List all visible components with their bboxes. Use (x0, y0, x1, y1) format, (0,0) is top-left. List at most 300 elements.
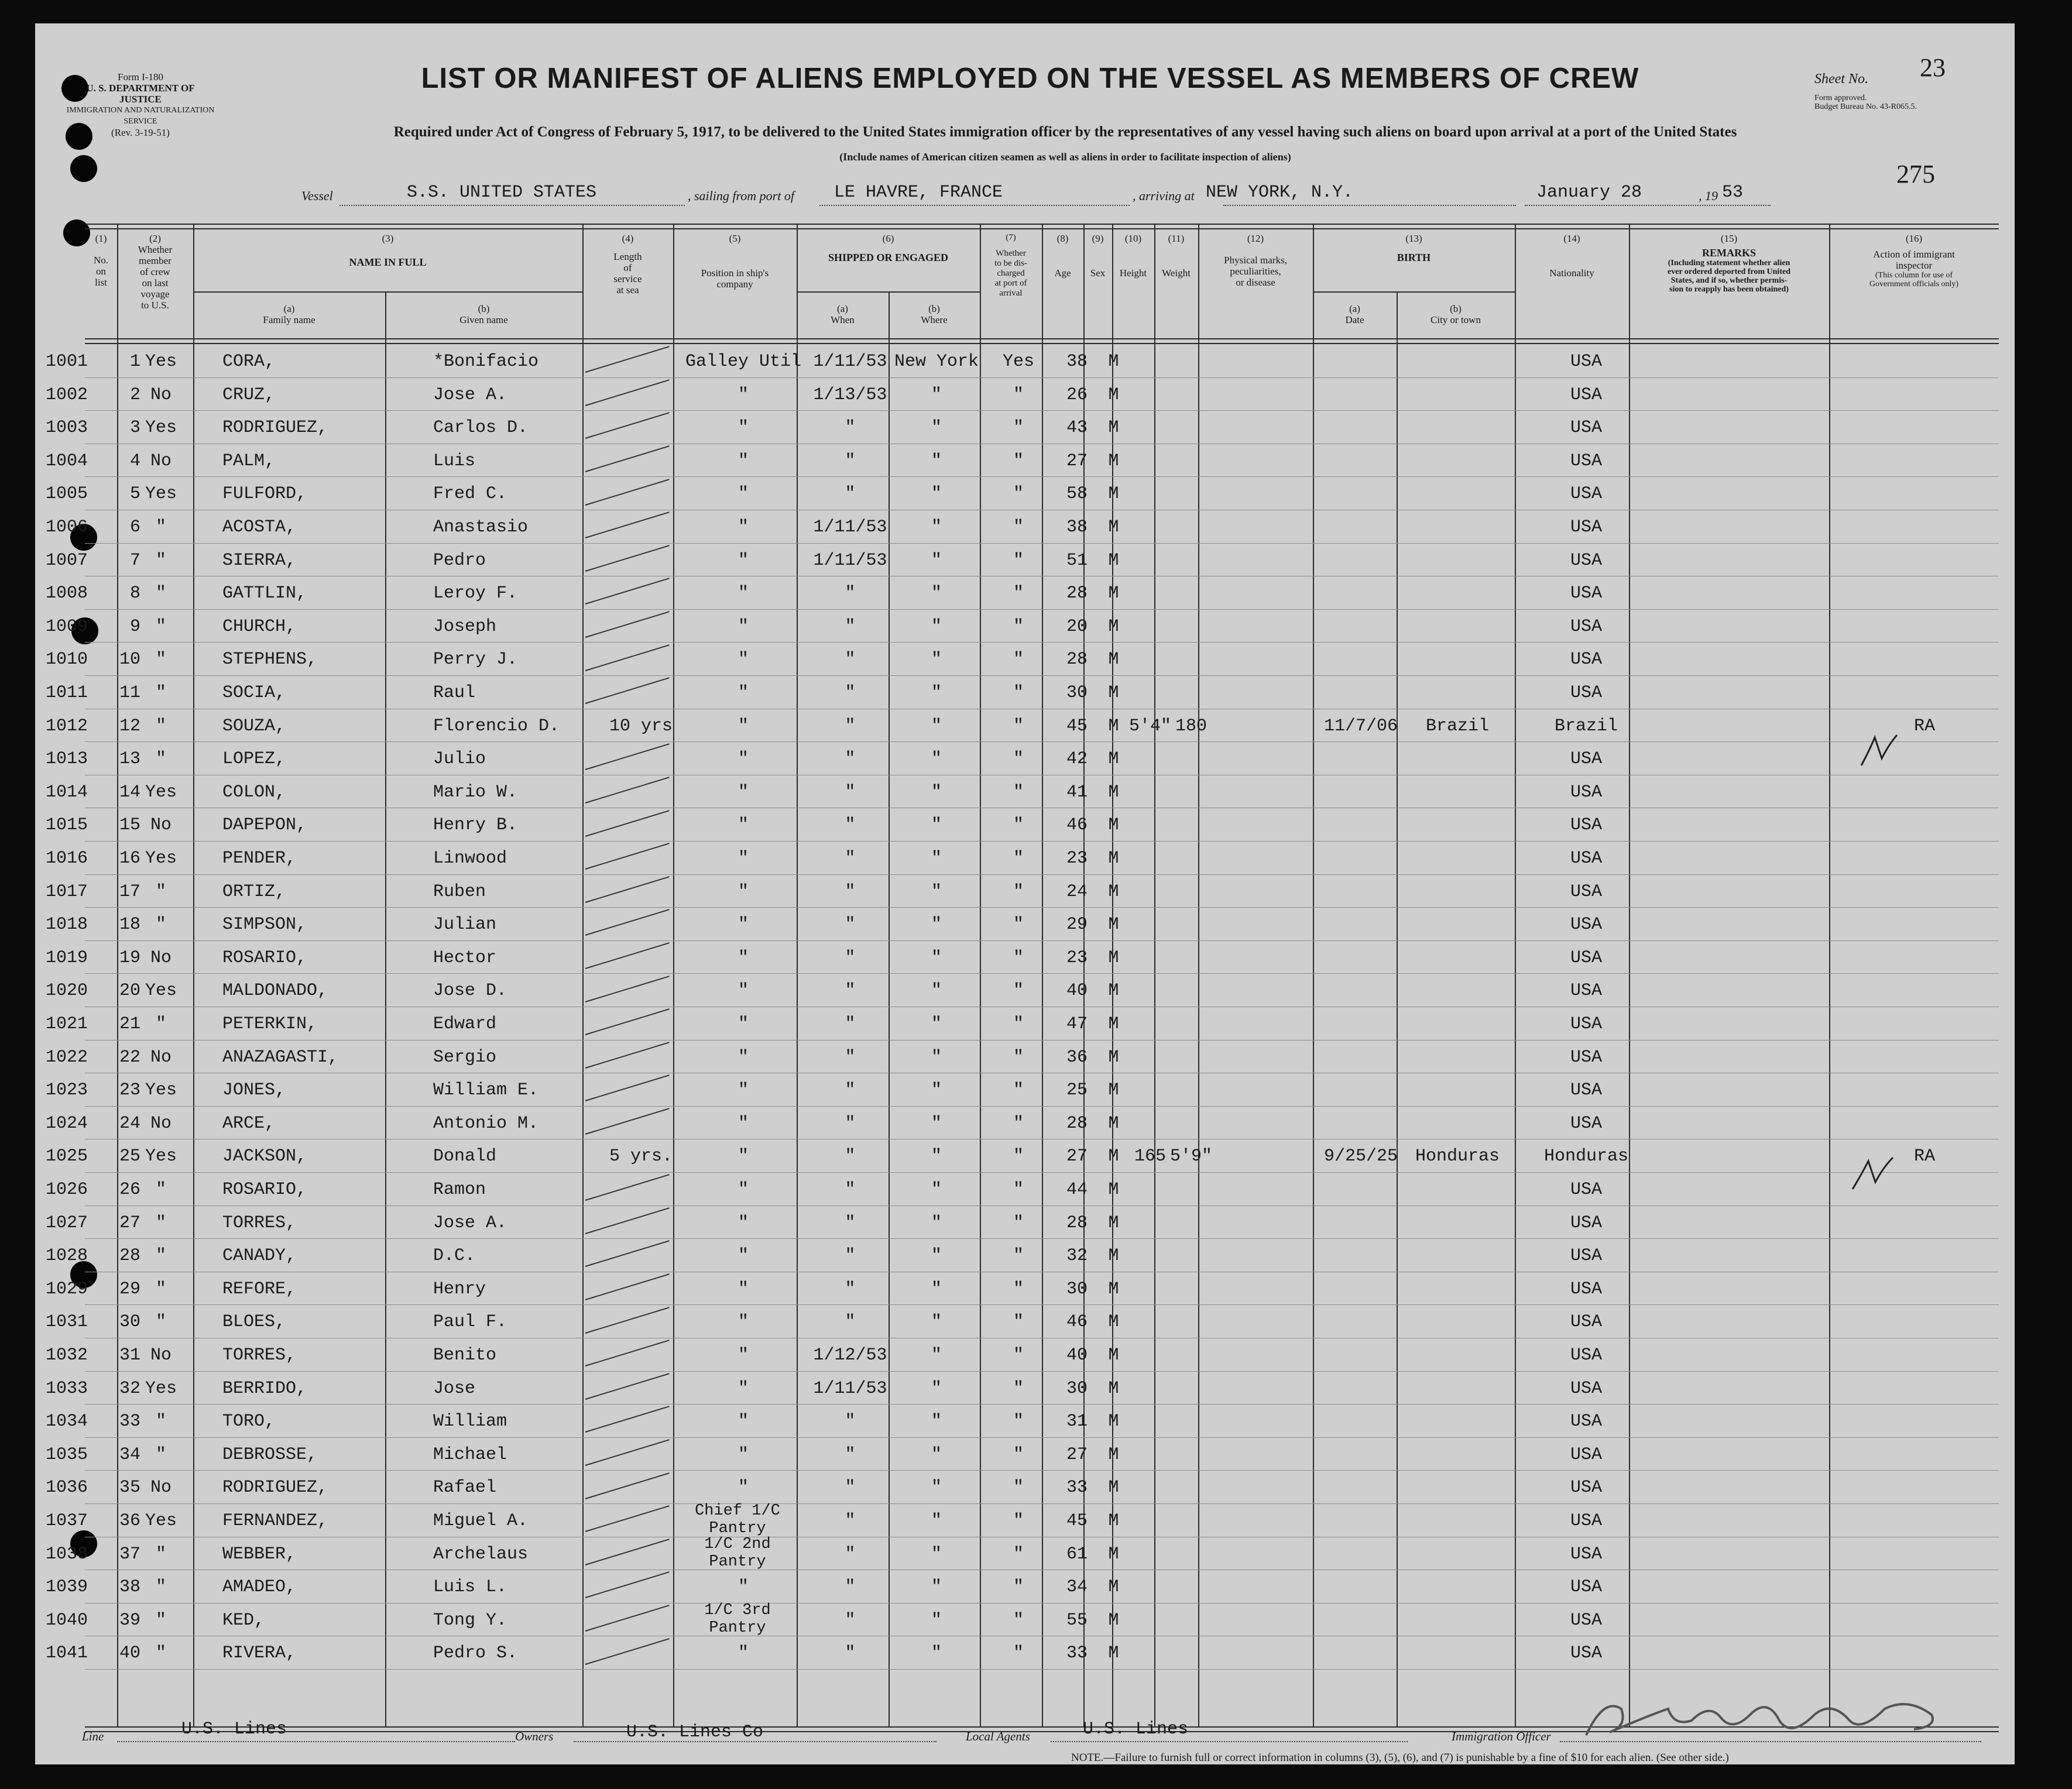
shipped-where: " (931, 1014, 942, 1034)
row-margin-number: 1040 (46, 1610, 88, 1630)
discharged: " (1013, 1577, 1024, 1598)
given-name: Benito (433, 1345, 497, 1365)
given-name: Sergio (433, 1047, 497, 1067)
previous-voyage: No (150, 451, 171, 471)
family-name: SIMPSON, (222, 915, 307, 935)
shipped-when: " (845, 947, 856, 968)
sex: M (1108, 1378, 1119, 1399)
age: 30 (1066, 1279, 1088, 1299)
shipped-when: " (845, 1478, 856, 1498)
shipped-when: " (845, 1213, 856, 1233)
form-subnote: (Include names of American citizen seamen as well as aliens in order to facilitate inspection of aliens) (839, 151, 1291, 163)
row-margin-number: 1033 (46, 1378, 88, 1399)
row-margin-number: 1035 (46, 1444, 88, 1465)
row-margin-number: 1037 (46, 1511, 88, 1531)
family-name: CORA, (222, 352, 276, 372)
owners-label: Owners (515, 1729, 554, 1743)
family-name: PETERKIN, (222, 1014, 318, 1034)
given-name: *Bonifacio (433, 352, 539, 372)
given-name: Archelaus (433, 1544, 529, 1564)
length-of-service: 10 yrs (609, 716, 673, 736)
age: 47 (1066, 1014, 1088, 1034)
row-margin-number: 1010 (46, 650, 88, 670)
discharged: " (1013, 1047, 1024, 1067)
table-row (35, 1207, 2015, 1239)
table-row (35, 1637, 2015, 1670)
family-name: RODRIGUEZ, (222, 1478, 328, 1498)
sex: M (1108, 517, 1119, 537)
col-header-given-name: (b) Given name (459, 303, 508, 325)
previous-voyage: Yes (145, 1146, 177, 1167)
col-header-birth-date: (a) Date (1345, 303, 1364, 325)
form-approved (1814, 94, 1990, 111)
sex: M (1108, 1080, 1119, 1101)
position: " (737, 881, 749, 902)
shipped-when: " (845, 782, 856, 802)
age: 31 (1066, 1412, 1088, 1432)
row-list-number: 9 (129, 616, 140, 637)
shipped-when: " (845, 1113, 856, 1134)
position: " (737, 1345, 749, 1365)
shipped-when: 1/11/53 (813, 517, 887, 537)
family-name: STEPHENS, (222, 650, 318, 670)
family-name: ORTIZ, (222, 881, 286, 902)
given-name: Florencio D. (433, 716, 560, 736)
family-name: DAPEPON, (222, 815, 307, 836)
row-margin-number: 1015 (46, 815, 88, 836)
table-row (35, 875, 2015, 908)
col-header-list-no: (1) No. on list (93, 233, 109, 288)
age: 46 (1066, 815, 1088, 836)
given-name: Jose D. (433, 981, 507, 1001)
row-margin-number: 1005 (46, 484, 88, 504)
row-margin-number: 1026 (46, 1180, 88, 1200)
position: " (737, 1643, 749, 1664)
position: " (737, 716, 749, 736)
discharged: " (1013, 1180, 1024, 1200)
table-row (35, 1107, 2015, 1140)
sex: M (1108, 683, 1119, 703)
discharged: " (1013, 1345, 1024, 1365)
position: " (737, 849, 749, 868)
sex: M (1108, 1610, 1119, 1630)
row-list-number: 31 (119, 1345, 140, 1365)
discharged: " (1013, 849, 1024, 868)
previous-voyage: No (150, 815, 171, 836)
shipped-where: " (931, 1047, 942, 1067)
shipped-where: " (931, 716, 942, 736)
previous-voyage: " (155, 650, 166, 670)
birth-date: 11/7/06 (1323, 716, 1398, 736)
arrival-date: January 28 (1536, 183, 1642, 202)
position: " (737, 749, 749, 770)
discharged: " (1013, 1113, 1024, 1134)
shipped-when: " (845, 484, 856, 504)
age: 36 (1066, 1047, 1088, 1067)
discharged: " (1013, 484, 1024, 504)
given-name: Miguel A. (433, 1511, 529, 1531)
sex: M (1108, 352, 1119, 372)
shipped-when: " (845, 1412, 856, 1432)
age: 44 (1066, 1180, 1088, 1200)
shipped-where: " (931, 1511, 942, 1531)
shipped-when: " (845, 1180, 856, 1200)
previous-voyage: " (155, 1444, 166, 1465)
nationality: USA (1570, 1478, 1602, 1498)
family-name: RODRIGUEZ, (222, 418, 328, 438)
position: " (737, 583, 749, 604)
nationality: USA (1570, 915, 1602, 935)
previous-voyage: " (155, 1577, 166, 1598)
form-id-block (64, 71, 217, 138)
row-list-number: 14 (119, 782, 140, 802)
position: " (737, 616, 749, 637)
given-name: Fred C. (433, 484, 507, 504)
age: 30 (1066, 1378, 1088, 1399)
sex: M (1108, 1412, 1119, 1432)
row-list-number: 4 (129, 451, 140, 471)
discharged: " (1013, 716, 1024, 736)
discharged: " (1013, 550, 1024, 571)
row-list-number: 36 (119, 1511, 140, 1531)
shipped-where: " (931, 1577, 942, 1598)
row-list-number: 1 (129, 352, 140, 372)
family-name: RIVERA, (222, 1643, 297, 1664)
position: Chief 1/C Pantry (695, 1502, 780, 1537)
position: " (737, 1047, 749, 1067)
shipped-where: " (931, 1180, 942, 1200)
nationality: USA (1570, 782, 1602, 802)
row-list-number: 19 (119, 947, 140, 968)
col-header-previous-voyage: (2) Whether member of crew on last voyage to U.S. (138, 233, 173, 311)
previous-voyage: Yes (145, 418, 177, 438)
agents-value: U.S. Lines (1083, 1719, 1189, 1739)
form-id-line: IMMIGRATION AND NATURALIZATION SERVICE (66, 106, 215, 126)
form-approved-line: Budget Bureau No. 43-R065.5. (1814, 102, 1917, 111)
previous-voyage: Yes (145, 981, 177, 1001)
row-list-number: 8 (129, 583, 140, 604)
shipped-when: " (845, 1643, 856, 1664)
row-list-number: 24 (119, 1113, 140, 1134)
given-name: Luis L. (433, 1577, 507, 1598)
row-margin-number: 1011 (46, 683, 88, 703)
footnote: NOTE.—Failure to furnish full or correct information in columns (3), (5), (6), and (7) is punishable by a fine of $10 for each alien. (See other side.) (1071, 1752, 1729, 1764)
shipped-when: " (845, 1312, 856, 1333)
shipped-where: New York (894, 352, 979, 372)
row-list-number: 38 (119, 1577, 140, 1598)
position: " (737, 384, 749, 405)
row-margin-number: 1003 (46, 418, 88, 438)
given-name: Linwood (433, 849, 507, 868)
form-approved-line: Form approved. (1814, 94, 1867, 102)
given-name: Ramon (433, 1180, 486, 1200)
check-mark-icon (1858, 732, 1899, 772)
sex: M (1108, 550, 1119, 571)
nationality: USA (1570, 1246, 1602, 1266)
shipped-where: " (931, 1213, 942, 1233)
sex: M (1108, 1444, 1119, 1465)
discharged: " (1013, 1080, 1024, 1101)
nationality: USA (1570, 1113, 1602, 1134)
table-row (35, 1535, 2015, 1571)
sex: M (1108, 1345, 1119, 1365)
shipped-where: " (931, 1345, 942, 1365)
row-list-number: 16 (119, 849, 140, 868)
given-name: Paul F. (433, 1312, 507, 1333)
shipped-when: " (845, 915, 856, 935)
previous-voyage: " (155, 716, 166, 736)
family-name: REFORE, (222, 1279, 297, 1299)
shipped-where: " (931, 1544, 942, 1564)
discharged: " (1013, 981, 1024, 1001)
discharged: Yes (1002, 352, 1034, 372)
nationality: Honduras (1543, 1146, 1629, 1167)
line-value: U.S. Lines (181, 1719, 287, 1739)
row-margin-number: 1020 (46, 981, 88, 1001)
family-name: CANADY, (222, 1246, 297, 1266)
position: " (737, 782, 749, 802)
shipped-when: 1/11/53 (813, 352, 887, 372)
family-name: MALDONADO, (222, 981, 328, 1001)
row-list-number: 7 (129, 550, 140, 571)
age: 20 (1066, 616, 1088, 637)
sex: M (1108, 650, 1119, 670)
length-of-service: 5 yrs. (609, 1146, 673, 1167)
family-name: SOUZA, (222, 716, 286, 736)
previous-voyage: " (155, 1412, 166, 1432)
shipped-where: " (931, 947, 942, 968)
sex: M (1108, 749, 1119, 770)
position: " (737, 1444, 749, 1465)
col-header-nationality: (14) Nationality (1549, 233, 1594, 279)
col-header-weight: (11) Weight (1162, 233, 1191, 279)
sex: M (1108, 1544, 1119, 1564)
shipped-where: " (931, 550, 942, 571)
shipped-when: " (845, 1511, 856, 1531)
row-list-number: 26 (119, 1180, 140, 1200)
age: 38 (1066, 352, 1088, 372)
given-name: Perry J. (433, 650, 518, 670)
form-id-line: U. S. DEPARTMENT OF JUSTICE (86, 83, 195, 105)
family-name: DEBROSSE, (222, 1444, 318, 1465)
shipped-when: " (845, 650, 856, 670)
previous-voyage: " (155, 1014, 166, 1034)
discharged: " (1013, 1610, 1024, 1630)
shipped-where: " (931, 981, 942, 1001)
shipped-where: " (931, 418, 942, 438)
position: " (737, 1080, 749, 1101)
table-row (35, 1502, 2015, 1537)
nationality: USA (1570, 749, 1602, 770)
family-name: JONES, (222, 1080, 286, 1101)
nationality: USA (1570, 881, 1602, 902)
family-name: LOPEZ, (222, 749, 286, 770)
position: " (737, 815, 749, 836)
row-margin-number: 1001 (46, 352, 88, 372)
previous-voyage: " (155, 583, 166, 604)
sex: M (1108, 1180, 1119, 1200)
previous-voyage: " (155, 1180, 166, 1200)
position: " (737, 1378, 749, 1399)
table-row (35, 1339, 2015, 1372)
age: 28 (1066, 1213, 1088, 1233)
row-margin-number: 1029 (46, 1279, 88, 1299)
age: 30 (1066, 683, 1088, 703)
shipped-where: " (931, 1312, 942, 1333)
position: " (737, 981, 749, 1001)
row-margin-number: 1032 (46, 1345, 88, 1365)
sex: M (1108, 1478, 1119, 1498)
nationality: USA (1570, 583, 1602, 604)
previous-voyage: No (150, 947, 171, 968)
inspector-action: RA (1914, 716, 1936, 736)
col-header-family-name: (a) Family name (263, 303, 315, 325)
shipped-where: " (931, 1080, 942, 1101)
age: 26 (1066, 384, 1088, 405)
table-row (35, 1140, 2015, 1173)
col-header-position: (5) Position in ship's company (701, 233, 769, 290)
table-row (35, 1273, 2015, 1306)
row-margin-number: 1014 (46, 782, 88, 802)
sex: M (1108, 1014, 1119, 1034)
arriving-port: NEW YORK, N.Y. (1206, 183, 1354, 202)
row-list-number: 27 (119, 1213, 140, 1233)
discharged: " (1013, 1279, 1024, 1299)
row-list-number: 6 (129, 517, 140, 537)
age: 28 (1066, 583, 1088, 604)
age: 27 (1066, 451, 1088, 471)
shipped-where: " (931, 1378, 942, 1399)
family-name: TORRES, (222, 1345, 297, 1365)
row-list-number: 29 (119, 1279, 140, 1299)
position: " (737, 517, 749, 537)
given-name: Henry (433, 1279, 486, 1299)
age: 32 (1066, 1246, 1088, 1266)
col-header-discharged: (7) Whether to be dis- charged at port of arrival (994, 233, 1027, 298)
position: " (737, 1146, 749, 1167)
shipped-where: " (931, 1444, 942, 1465)
nationality: USA (1570, 1610, 1602, 1630)
discharged: " (1013, 1312, 1024, 1333)
vessel-name: S.S. UNITED STATES (407, 183, 597, 202)
row-list-number: 39 (119, 1610, 140, 1630)
height: 165 (1134, 1146, 1166, 1167)
sex: M (1108, 451, 1119, 471)
col-header-shipped-engaged: (6) SHIPPED OR ENGAGED (828, 233, 949, 263)
position: " (737, 1577, 749, 1598)
row-list-number: 37 (119, 1544, 140, 1564)
col-header-birth: (13) BIRTH (1397, 233, 1431, 263)
position: " (737, 1014, 749, 1034)
nationality: USA (1570, 947, 1602, 968)
sex: M (1108, 849, 1119, 868)
table-row (35, 776, 2015, 809)
form-subtitle: Required under Act of Congress of February 5, 1917, to be delivered to the United States immigration officer by the representatives of any vessel having such aliens on board upon arrival at a port of the United States (393, 124, 1737, 140)
table-row (35, 610, 2015, 643)
arriving-label: , arriving at (1133, 188, 1195, 203)
shipped-where: " (931, 915, 942, 935)
inspector-action: RA (1914, 1146, 1936, 1167)
shipped-where: " (931, 782, 942, 802)
shipped-where: " (931, 384, 942, 405)
position: " (737, 1412, 749, 1432)
position: " (737, 947, 749, 968)
shipped-when: " (845, 1080, 856, 1101)
given-name: Julio (433, 749, 486, 770)
table-row (35, 743, 2015, 775)
discharged: " (1013, 517, 1024, 537)
given-name: Tong Y. (433, 1610, 507, 1630)
sex: M (1108, 1146, 1119, 1167)
sheet-label: Sheet No. (1814, 71, 1868, 87)
shipped-where: " (931, 1113, 942, 1134)
age: 23 (1066, 849, 1088, 868)
row-list-number: 34 (119, 1444, 140, 1465)
row-list-number: 30 (119, 1312, 140, 1333)
row-list-number: 10 (119, 650, 140, 670)
age: 45 (1066, 716, 1088, 736)
family-name: AMADEO, (222, 1577, 297, 1598)
sex: M (1108, 1279, 1119, 1299)
shipped-where: " (931, 583, 942, 604)
position: " (737, 1478, 749, 1498)
row-margin-number: 1009 (46, 616, 88, 637)
age: 29 (1066, 915, 1088, 935)
age: 55 (1066, 1610, 1088, 1630)
discharged: " (1013, 583, 1024, 604)
given-name: Joseph (433, 616, 497, 637)
given-name: Luis (433, 451, 476, 471)
sailing-label: , sailing from port of (688, 188, 794, 203)
table-row (35, 445, 2015, 478)
nationality: USA (1570, 517, 1602, 537)
height: 5'4" (1128, 716, 1171, 736)
shipped-when: " (845, 1610, 856, 1630)
row-margin-number: 1012 (46, 716, 88, 736)
row-margin-number: 1021 (46, 1014, 88, 1034)
row-list-number: 33 (119, 1412, 140, 1432)
row-margin-number: 1038 (46, 1544, 88, 1564)
given-name: Henry B. (433, 815, 518, 836)
discharged: " (1013, 1444, 1024, 1465)
previous-voyage: No (150, 1345, 171, 1365)
row-list-number: 25 (119, 1146, 140, 1167)
sex: M (1108, 1511, 1119, 1531)
shipped-when: " (845, 1146, 856, 1167)
position: " (737, 1246, 749, 1266)
position: Galley Util (685, 352, 802, 372)
shipped-where: " (931, 616, 942, 637)
nationality: USA (1570, 1378, 1602, 1399)
given-name: Jose (433, 1378, 476, 1399)
previous-voyage: " (155, 1246, 166, 1266)
given-name: William (433, 1412, 507, 1432)
col-header-length-service: (4) Length of service at sea (613, 233, 642, 296)
sex: M (1108, 947, 1119, 968)
table-row (35, 1571, 2015, 1603)
family-name: SIERRA, (222, 550, 297, 571)
given-name: Antonio M. (433, 1113, 539, 1134)
table-row (35, 677, 2015, 709)
nationality: USA (1570, 550, 1602, 571)
officer-label: Immigration Officer (1452, 1729, 1551, 1743)
shipped-where: " (931, 1610, 942, 1630)
shipped-where: " (931, 1279, 942, 1299)
officer-signature (1580, 1691, 1955, 1744)
row-list-number: 15 (119, 815, 140, 836)
shipped-where: " (931, 1246, 942, 1266)
discharged: " (1013, 683, 1024, 703)
